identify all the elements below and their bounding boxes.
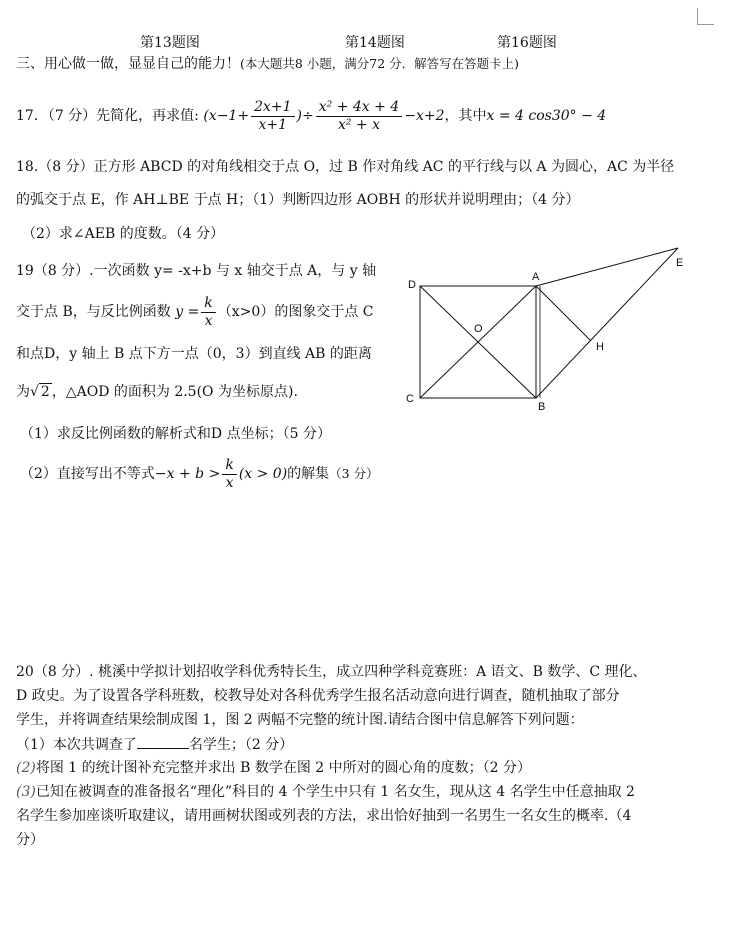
q19-line2-b: （x>0）的图象交于点 C: [217, 304, 374, 320]
q20-part3-line1: 已知在被调查的准备报名“理化”科目的 4 个学生中只有 1 名女生，现从这 4 名学生中任意抽取 2: [35, 784, 635, 800]
q20-part-3: [16, 782, 635, 802]
label-d: D: [408, 279, 416, 291]
q19-line-3: 和点D，y 轴上 B 点下方一点（0，3）到直线 AB 的距离: [16, 346, 372, 362]
section3-title: 三、用心做一做，显显自己的能力！: [16, 56, 240, 72]
q19-part2-b: 的解集: [287, 466, 330, 482]
q19-line4-a: 为: [16, 384, 30, 400]
section3-note: (本大题共8 小题，满分72 分．解答写在答题卡上): [240, 56, 520, 71]
q19-sqrt: √ 2: [30, 384, 50, 400]
q20-part3-line-3: 分）: [16, 832, 44, 848]
label-b: B: [538, 401, 546, 413]
q18-line-2: 的弧交于点 E，作 AH⊥BE 于点 H；（1）判断四边形 AOBH 的形状并说明理由；（4 分）: [16, 192, 580, 208]
q19-line-4: [16, 382, 298, 402]
q19-part2-fraction: [222, 457, 236, 492]
segment-ah: [536, 286, 591, 341]
q17-frac2-numerator: x² + 4x + 4: [316, 99, 402, 117]
q19-part2-a: （2）直接写出不等式: [20, 466, 155, 482]
q19-line2-a: 交于点 B，与反比例函数: [16, 304, 171, 320]
page-corner-mark: [697, 8, 714, 25]
q17-prefix: 17．（7 分）先简化，再求值:: [16, 108, 199, 124]
q20-part1-a: （1）本次共调查了: [16, 737, 137, 753]
q19-part2-cond: (x > 0): [238, 466, 288, 482]
q19-line2-denominator: x: [204, 312, 213, 329]
q20-line-1: 20（8 分）. 桃溪中学拟计划招收学科优秀特长生，成立四种学科竞赛班：A 语文、B 数学、C 理化、: [16, 664, 647, 680]
q20-answer-blank[interactable]: [137, 734, 189, 749]
q20-part1-b: 名学生；（2 分）: [188, 737, 294, 753]
segment-be: [536, 248, 678, 398]
q19-part2-score: （3 分）: [329, 466, 379, 481]
section3-heading: [16, 54, 519, 74]
q17-frac2-denominator: x² + x: [337, 116, 380, 133]
q19-line4-b: ，△AOD 的面积为 2.5(O 为坐标原点).: [51, 384, 298, 400]
q17-fraction-1: [251, 99, 294, 134]
q20-part3-number: (3): [16, 784, 36, 800]
q17-open: (x−1+: [203, 108, 250, 124]
q19-part2-expr: −x + b >: [154, 466, 221, 482]
q17-fraction-2: [316, 99, 402, 134]
q19-line-1: 19（8 分）.一次函数 y= -x+b 与 x 轴交于点 A，与 y 轴: [16, 263, 377, 279]
q19-line-2: [16, 292, 373, 332]
q19-sqrt-radicand: 2: [40, 384, 50, 400]
q19-line2-y: y =: [175, 304, 200, 320]
label-o: O: [474, 323, 483, 335]
q17-where-expr: x = 4 cos30° − 4: [486, 108, 607, 124]
q20-part3-line-2: 名学生参加座谈听取建议，请用画树状图或列表的方法，求出恰好抽到一名男生一名女生的概率.（4: [16, 808, 632, 824]
q17-frac1-denominator: x+1: [258, 116, 288, 133]
label-e: E: [676, 257, 684, 269]
q19-part2-denominator: x: [225, 474, 234, 491]
question-17: [16, 94, 606, 138]
segment-ae: [536, 248, 678, 286]
q20-part-2: [16, 758, 531, 778]
label-h: H: [596, 341, 604, 353]
caption-fig13: 第13题图: [140, 35, 200, 51]
caption-fig16: 第16题图: [497, 35, 557, 51]
q19-line2-numerator: k: [201, 295, 215, 313]
q17-where-label: ，其中: [444, 108, 487, 124]
q18-line-1: 18.（8 分）正方形 ABCD 的对角线相交于点 O，过 B 作对角线 AC 的平行线与以 A 为圆心，AC 为半径: [16, 159, 675, 175]
q17-frac1-numerator: 2x+1: [251, 99, 294, 117]
q20-part2-number: (2): [16, 760, 36, 776]
q20-part-1: [16, 734, 293, 755]
q18-line-3: （2）求∠AEB 的度数。（4 分）: [22, 226, 225, 242]
label-a: A: [532, 271, 540, 283]
q19-part-2: [20, 452, 379, 496]
q19-line2-fraction: [201, 295, 215, 330]
q17-close: )÷: [296, 108, 314, 124]
q20-part2-text: 将图 1 的统计图补充完整并求出 B 数学在图 2 中所对的圆心角的度数；（2 分）: [35, 760, 532, 776]
geometry-figure: [400, 240, 700, 420]
q17-tail: −x+2: [404, 108, 445, 124]
q19-part2-numerator: k: [222, 457, 236, 475]
caption-fig14: 第14题图: [345, 35, 405, 51]
q20-line-2: D 政史。为了设置各学科班数，校教导处对各科优秀学生报名活动意向进行调查，随机抽取了部分: [16, 688, 620, 704]
q20-line-3: 学生，并将调查结果绘制成图 1，图 2 两幅不完整的统计图.请结合图中信息解答下列问题：: [16, 712, 584, 728]
label-c: C: [406, 393, 414, 405]
q19-part-1: （1）求反比例函数的解析式和D 点坐标；（5 分）: [20, 426, 331, 442]
